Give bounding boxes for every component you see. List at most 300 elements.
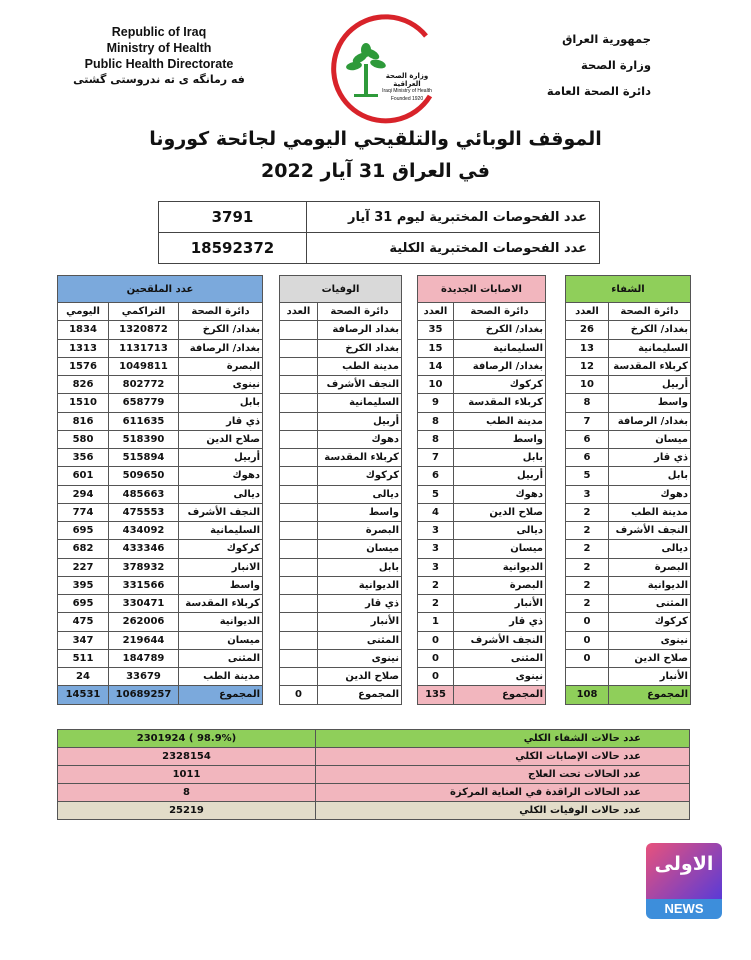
vaccinated-dept: السليمانية — [179, 522, 263, 540]
vaccinated-row — [58, 321, 263, 339]
summary-row — [58, 784, 690, 802]
cases-total-value: 135 — [418, 686, 454, 704]
cases-row — [418, 449, 546, 467]
tests-daily-label: عدد الفحوصات المختبرية ليوم 31 آيار — [307, 202, 600, 233]
vaccinated-daily: 816 — [58, 412, 109, 430]
cases-count: 10 — [418, 376, 454, 394]
logo-text: وزارة الصحة العراقية — [385, 72, 429, 88]
cases-dept: كركوك — [454, 376, 546, 394]
news-watermark-logo — [646, 843, 722, 919]
summary-table — [57, 729, 690, 820]
vaccinated-row — [58, 430, 263, 448]
vaccinated-dept: أربيل — [179, 449, 263, 467]
cases-row — [418, 613, 546, 631]
deaths-dept: الأنبار — [318, 613, 402, 631]
recovered-dept: دهوك — [609, 485, 691, 503]
recovered-dept: الديوانية — [609, 576, 691, 594]
cases-dept: كربلاء المقدسة — [454, 394, 546, 412]
recovered-row — [566, 321, 691, 339]
cases-total-label: المجموع — [454, 686, 546, 704]
cases-dept: نينوى — [454, 668, 546, 686]
summary-value: 8 — [58, 784, 316, 802]
recovered-row — [566, 631, 691, 649]
cases-count: 2 — [418, 576, 454, 594]
cases-total-row — [418, 686, 546, 704]
deaths-row — [280, 449, 402, 467]
tests-total-label: عدد الفحوصات المختبرية الكلية — [307, 233, 600, 264]
cases-count: 8 — [418, 412, 454, 430]
deaths-row — [280, 430, 402, 448]
vaccinated-table — [57, 275, 263, 705]
recovered-header-row — [566, 276, 691, 303]
vaccinated-dept: كركوك — [179, 540, 263, 558]
deaths-count — [280, 430, 318, 448]
vaccinated-col-dept: دائرة الصحة — [179, 303, 263, 321]
cases-row — [418, 558, 546, 576]
recovered-row — [566, 576, 691, 594]
vaccinated-daily: 1834 — [58, 321, 109, 339]
recovered-dept: كركوك — [609, 613, 691, 631]
deaths-total-value: 0 — [280, 686, 318, 704]
deaths-row — [280, 321, 402, 339]
recovered-col-count: العدد — [566, 303, 609, 321]
deaths-row — [280, 558, 402, 576]
vaccinated-header-row — [58, 276, 263, 303]
vaccinated-total-label: المجموع — [179, 686, 263, 704]
recovered-dept: ديالى — [609, 540, 691, 558]
deaths-dept: صلاح الدين — [318, 668, 402, 686]
summary-row — [58, 766, 690, 784]
recovered-table — [565, 275, 691, 705]
cases-row — [418, 485, 546, 503]
cases-dept: مدينة الطب — [454, 412, 546, 430]
vaccinated-cumulative: 33679 — [109, 668, 179, 686]
vaccinated-dept: بغداد/ الرصافة — [179, 339, 263, 357]
vaccinated-daily: 695 — [58, 595, 109, 613]
deaths-dept: كركوك — [318, 467, 402, 485]
recovered-count: 6 — [566, 449, 609, 467]
cases-count: 0 — [418, 649, 454, 667]
deaths-count — [280, 558, 318, 576]
summary-value: 2301924 ( 98.9%) — [58, 730, 316, 748]
tests-table — [158, 201, 600, 264]
cases-subheader-row — [418, 303, 546, 321]
vaccinated-row — [58, 503, 263, 521]
recovered-dept: مدينة الطب — [609, 503, 691, 521]
recovered-count: 3 — [566, 485, 609, 503]
recovered-count: 0 — [566, 631, 609, 649]
deaths-dept: السليمانية — [318, 394, 402, 412]
recovered-total-value: 108 — [566, 686, 609, 704]
vaccinated-dept: بغداد/ الكرخ — [179, 321, 263, 339]
vaccinated-total-row — [58, 686, 263, 704]
cases-col-count: العدد — [418, 303, 454, 321]
deaths-row — [280, 485, 402, 503]
recovered-dept: نينوى — [609, 631, 691, 649]
deaths-col-dept: دائرة الصحة — [318, 303, 402, 321]
cases-row — [418, 467, 546, 485]
recovered-count: 2 — [566, 595, 609, 613]
vaccinated-cumulative: 184789 — [109, 649, 179, 667]
vaccinated-daily: 24 — [58, 668, 109, 686]
vaccinated-dept: المثنى — [179, 649, 263, 667]
deaths-count — [280, 321, 318, 339]
recovered-row — [566, 649, 691, 667]
vaccinated-daily: 395 — [58, 576, 109, 594]
deaths-count — [280, 576, 318, 594]
vaccinated-dept: كربلاء المقدسة — [179, 595, 263, 613]
deaths-count — [280, 503, 318, 521]
vaccinated-daily: 227 — [58, 558, 109, 576]
deaths-dept: البصرة — [318, 522, 402, 540]
summary-label: عدد حالات الوفيات الكلي — [316, 802, 690, 820]
cases-dept: بابل — [454, 449, 546, 467]
cases-row — [418, 394, 546, 412]
recovered-dept: السليمانية — [609, 339, 691, 357]
deaths-col-count: العدد — [280, 303, 318, 321]
recovered-row — [566, 394, 691, 412]
vaccinated-row — [58, 649, 263, 667]
deaths-dept: المثنى — [318, 631, 402, 649]
vaccinated-daily: 475 — [58, 613, 109, 631]
cases-dept: ذي قار — [454, 613, 546, 631]
deaths-count — [280, 376, 318, 394]
cases-count: 1 — [418, 613, 454, 631]
cases-count: 9 — [418, 394, 454, 412]
recovered-count: 0 — [566, 649, 609, 667]
cases-dept: الأنبار — [454, 595, 546, 613]
vaccinated-dept: ميسان — [179, 631, 263, 649]
cases-count: 14 — [418, 357, 454, 375]
deaths-count — [280, 467, 318, 485]
cases-count: 15 — [418, 339, 454, 357]
recovered-col-dept: دائرة الصحة — [609, 303, 691, 321]
deaths-subheader-row — [280, 303, 402, 321]
recovered-row — [566, 613, 691, 631]
vaccinated-cumulative: 434092 — [109, 522, 179, 540]
deaths-row — [280, 339, 402, 357]
recovered-dept: ميسان — [609, 430, 691, 448]
deaths-row — [280, 540, 402, 558]
cases-row — [418, 649, 546, 667]
deaths-row — [280, 503, 402, 521]
vaccinated-total-cumulative: 10689257 — [109, 686, 179, 704]
vaccinated-daily: 347 — [58, 631, 109, 649]
vaccinated-row — [58, 668, 263, 686]
cases-dept: النجف الأشرف — [454, 631, 546, 649]
vaccinated-dept: ذي قار — [179, 412, 263, 430]
recovered-row — [566, 357, 691, 375]
vaccinated-row — [58, 558, 263, 576]
recovered-count: 26 — [566, 321, 609, 339]
cases-dept: البصرة — [454, 576, 546, 594]
vaccinated-cumulative: 262006 — [109, 613, 179, 631]
recovered-row — [566, 503, 691, 521]
header-ar-line: جمهورية العراق — [562, 32, 651, 46]
recovered-row — [566, 467, 691, 485]
recovered-dept: الأنبار — [609, 668, 691, 686]
recovered-dept: المثنى — [609, 595, 691, 613]
cases-dept: السليمانية — [454, 339, 546, 357]
deaths-count — [280, 412, 318, 430]
vaccinated-subheader-row — [58, 303, 263, 321]
cases-dept: بغداد/ الرصافة — [454, 357, 546, 375]
vaccinated-dept: بابل — [179, 394, 263, 412]
recovered-row — [566, 339, 691, 357]
deaths-dept: بغداد الكرخ — [318, 339, 402, 357]
recovered-row — [566, 449, 691, 467]
cases-count: 3 — [418, 540, 454, 558]
vaccinated-dept: مدينة الطب — [179, 668, 263, 686]
deaths-count — [280, 540, 318, 558]
vaccinated-cumulative: 611635 — [109, 412, 179, 430]
cases-count: 0 — [418, 631, 454, 649]
header-arabic — [547, 26, 651, 104]
vaccinated-row — [58, 394, 263, 412]
header-ar-line: وزارة الصحة — [581, 58, 651, 72]
recovered-total-row — [566, 686, 691, 704]
cases-title: الاصابات الجديدة — [418, 276, 546, 303]
summary-label: عدد حالات الشفاء الكلي — [316, 730, 690, 748]
vaccinated-cumulative: 518390 — [109, 430, 179, 448]
vaccinated-row — [58, 339, 263, 357]
recovered-row — [566, 376, 691, 394]
recovered-row — [566, 540, 691, 558]
recovered-row — [566, 558, 691, 576]
recovered-count: 10 — [566, 376, 609, 394]
deaths-total-row — [280, 686, 402, 704]
cases-row — [418, 522, 546, 540]
summary-value: 25219 — [58, 802, 316, 820]
deaths-dept: بابل — [318, 558, 402, 576]
recovered-dept: بابل — [609, 467, 691, 485]
cases-header-row — [418, 276, 546, 303]
recovered-count: 6 — [566, 430, 609, 448]
vaccinated-dept: ديالى — [179, 485, 263, 503]
logo-subtitle: Iraqi Ministry of Health — [382, 88, 432, 94]
deaths-dept: أربيل — [318, 412, 402, 430]
cases-row — [418, 668, 546, 686]
vaccinated-col-cumulative: التراكمي — [109, 303, 179, 321]
vaccinated-cumulative: 1131713 — [109, 339, 179, 357]
cases-table — [417, 275, 546, 705]
tests-total-value: 18592372 — [159, 233, 307, 264]
recovered-count: 12 — [566, 357, 609, 375]
cases-dept: دهوك — [454, 485, 546, 503]
deaths-dept: بغداد الرصافة — [318, 321, 402, 339]
deaths-dept: نينوى — [318, 649, 402, 667]
recovered-dept: كربلاء المقدسة — [609, 357, 691, 375]
deaths-count — [280, 339, 318, 357]
vaccinated-cumulative: 658779 — [109, 394, 179, 412]
tests-row — [159, 202, 600, 233]
page-subtitle: في العراق 31 آيار 2022 — [261, 160, 490, 182]
deaths-dept: الديوانية — [318, 576, 402, 594]
cases-count: 7 — [418, 449, 454, 467]
vaccinated-cumulative: 509650 — [109, 467, 179, 485]
cases-dept: الديوانية — [454, 558, 546, 576]
deaths-row — [280, 376, 402, 394]
recovered-count: 2 — [566, 503, 609, 521]
logo-year: Founded 1920 — [390, 96, 424, 102]
vaccinated-daily: 682 — [58, 540, 109, 558]
recovered-dept: بغداد/ الرصافة — [609, 412, 691, 430]
recovered-count: 5 — [566, 467, 609, 485]
deaths-count — [280, 394, 318, 412]
vaccinated-cumulative: 433346 — [109, 540, 179, 558]
deaths-dept: مدينة الطب — [318, 357, 402, 375]
vaccinated-col-daily: اليومي — [58, 303, 109, 321]
header-english — [64, 24, 254, 88]
deaths-total-label: المجموع — [318, 686, 402, 704]
vaccinated-row — [58, 595, 263, 613]
recovered-count: 8 — [566, 394, 609, 412]
recovered-count — [566, 668, 609, 686]
deaths-table — [279, 275, 402, 705]
vaccinated-title: عدد الملقحين — [58, 276, 263, 303]
vaccinated-daily: 1576 — [58, 357, 109, 375]
cases-row — [418, 576, 546, 594]
recovered-row — [566, 668, 691, 686]
cases-count: 6 — [418, 467, 454, 485]
cases-count: 2 — [418, 595, 454, 613]
vaccinated-total-daily: 14531 — [58, 686, 109, 704]
vaccinated-cumulative: 475553 — [109, 503, 179, 521]
recovered-dept: واسط — [609, 394, 691, 412]
recovered-count: 2 — [566, 576, 609, 594]
recovered-total-label: المجموع — [609, 686, 691, 704]
deaths-header-row — [280, 276, 402, 303]
deaths-count — [280, 522, 318, 540]
vaccinated-daily: 356 — [58, 449, 109, 467]
header-ar-line: دائرة الصحة العامة — [546, 84, 651, 98]
summary-label: عدد الحالات الراقدة في العناية المركزة — [316, 784, 690, 802]
cases-col-dept: دائرة الصحة — [454, 303, 546, 321]
vaccinated-cumulative: 330471 — [109, 595, 179, 613]
vaccinated-row — [58, 576, 263, 594]
news-logo-badge — [646, 843, 722, 899]
news-logo-label: NEWS — [646, 899, 722, 919]
deaths-row — [280, 412, 402, 430]
cases-dept: صلاح الدين — [454, 503, 546, 521]
recovered-dept: أربيل — [609, 376, 691, 394]
vaccinated-cumulative: 219644 — [109, 631, 179, 649]
cases-row — [418, 430, 546, 448]
vaccinated-row — [58, 467, 263, 485]
vaccinated-dept: نينوى — [179, 376, 263, 394]
recovered-count: 0 — [566, 613, 609, 631]
vaccinated-dept: البصرة — [179, 357, 263, 375]
recovered-dept: النجف الأشرف — [609, 522, 691, 540]
deaths-row — [280, 649, 402, 667]
cases-row — [418, 376, 546, 394]
deaths-dept: ذي قار — [318, 595, 402, 613]
cases-row — [418, 339, 546, 357]
vaccinated-row — [58, 376, 263, 394]
vaccinated-daily: 826 — [58, 376, 109, 394]
vaccinated-row — [58, 485, 263, 503]
cases-dept: أربيل — [454, 467, 546, 485]
vaccinated-cumulative: 1320872 — [109, 321, 179, 339]
header-en-line: Public Health Directorate — [84, 57, 234, 71]
deaths-dept: دهوك — [318, 430, 402, 448]
recovered-subheader-row — [566, 303, 691, 321]
ministry-logo-icon — [318, 14, 444, 124]
header-en-line: Ministry of Health — [106, 41, 212, 55]
cases-count: 3 — [418, 522, 454, 540]
cases-row — [418, 503, 546, 521]
cases-dept: بغداد/ الكرخ — [454, 321, 546, 339]
vaccinated-daily: 1313 — [58, 339, 109, 357]
deaths-dept: النجف الأشرف — [318, 376, 402, 394]
cases-count: 35 — [418, 321, 454, 339]
recovered-title: الشفاء — [566, 276, 691, 303]
deaths-dept: واسط — [318, 503, 402, 521]
vaccinated-daily: 774 — [58, 503, 109, 521]
cases-count: 0 — [418, 668, 454, 686]
deaths-count — [280, 485, 318, 503]
deaths-row — [280, 522, 402, 540]
recovered-row — [566, 412, 691, 430]
cases-row — [418, 595, 546, 613]
deaths-count — [280, 613, 318, 631]
vaccinated-cumulative: 515894 — [109, 449, 179, 467]
recovered-row — [566, 485, 691, 503]
recovered-count: 7 — [566, 412, 609, 430]
summary-value: 1011 — [58, 766, 316, 784]
recovered-count: 2 — [566, 540, 609, 558]
deaths-dept: ميسان — [318, 540, 402, 558]
header-en-line: Republic of Iraq — [111, 25, 207, 39]
recovered-dept: ذي قار — [609, 449, 691, 467]
summary-label: عدد الحالات تحت العلاج — [316, 766, 690, 784]
deaths-count — [280, 668, 318, 686]
vaccinated-dept: النجف الأشرف — [179, 503, 263, 521]
cases-row — [418, 540, 546, 558]
deaths-row — [280, 357, 402, 375]
cases-dept: ديالى — [454, 522, 546, 540]
vaccinated-daily: 601 — [58, 467, 109, 485]
vaccinated-cumulative: 378932 — [109, 558, 179, 576]
deaths-row — [280, 595, 402, 613]
recovered-count: 2 — [566, 522, 609, 540]
cases-dept: ميسان — [454, 540, 546, 558]
summary-row — [58, 730, 690, 748]
recovered-row — [566, 595, 691, 613]
deaths-dept: كربلاء المقدسة — [318, 449, 402, 467]
vaccinated-dept: واسط — [179, 576, 263, 594]
vaccinated-cumulative: 331566 — [109, 576, 179, 594]
deaths-row — [280, 613, 402, 631]
summary-value: 2328154 — [58, 748, 316, 766]
deaths-row — [280, 631, 402, 649]
cases-count: 3 — [418, 558, 454, 576]
vaccinated-dept: صلاح الدين — [179, 430, 263, 448]
vaccinated-cumulative: 802772 — [109, 376, 179, 394]
cases-count: 8 — [418, 430, 454, 448]
deaths-dept: ديالى — [318, 485, 402, 503]
cases-dept: واسط — [454, 430, 546, 448]
vaccinated-row — [58, 449, 263, 467]
deaths-row — [280, 467, 402, 485]
recovered-count: 13 — [566, 339, 609, 357]
vaccinated-daily: 695 — [58, 522, 109, 540]
deaths-title: الوفيات — [280, 276, 402, 303]
summary-label: عدد حالات الإصابات الكلي — [316, 748, 690, 766]
vaccinated-row — [58, 540, 263, 558]
deaths-count — [280, 649, 318, 667]
cases-row — [418, 357, 546, 375]
